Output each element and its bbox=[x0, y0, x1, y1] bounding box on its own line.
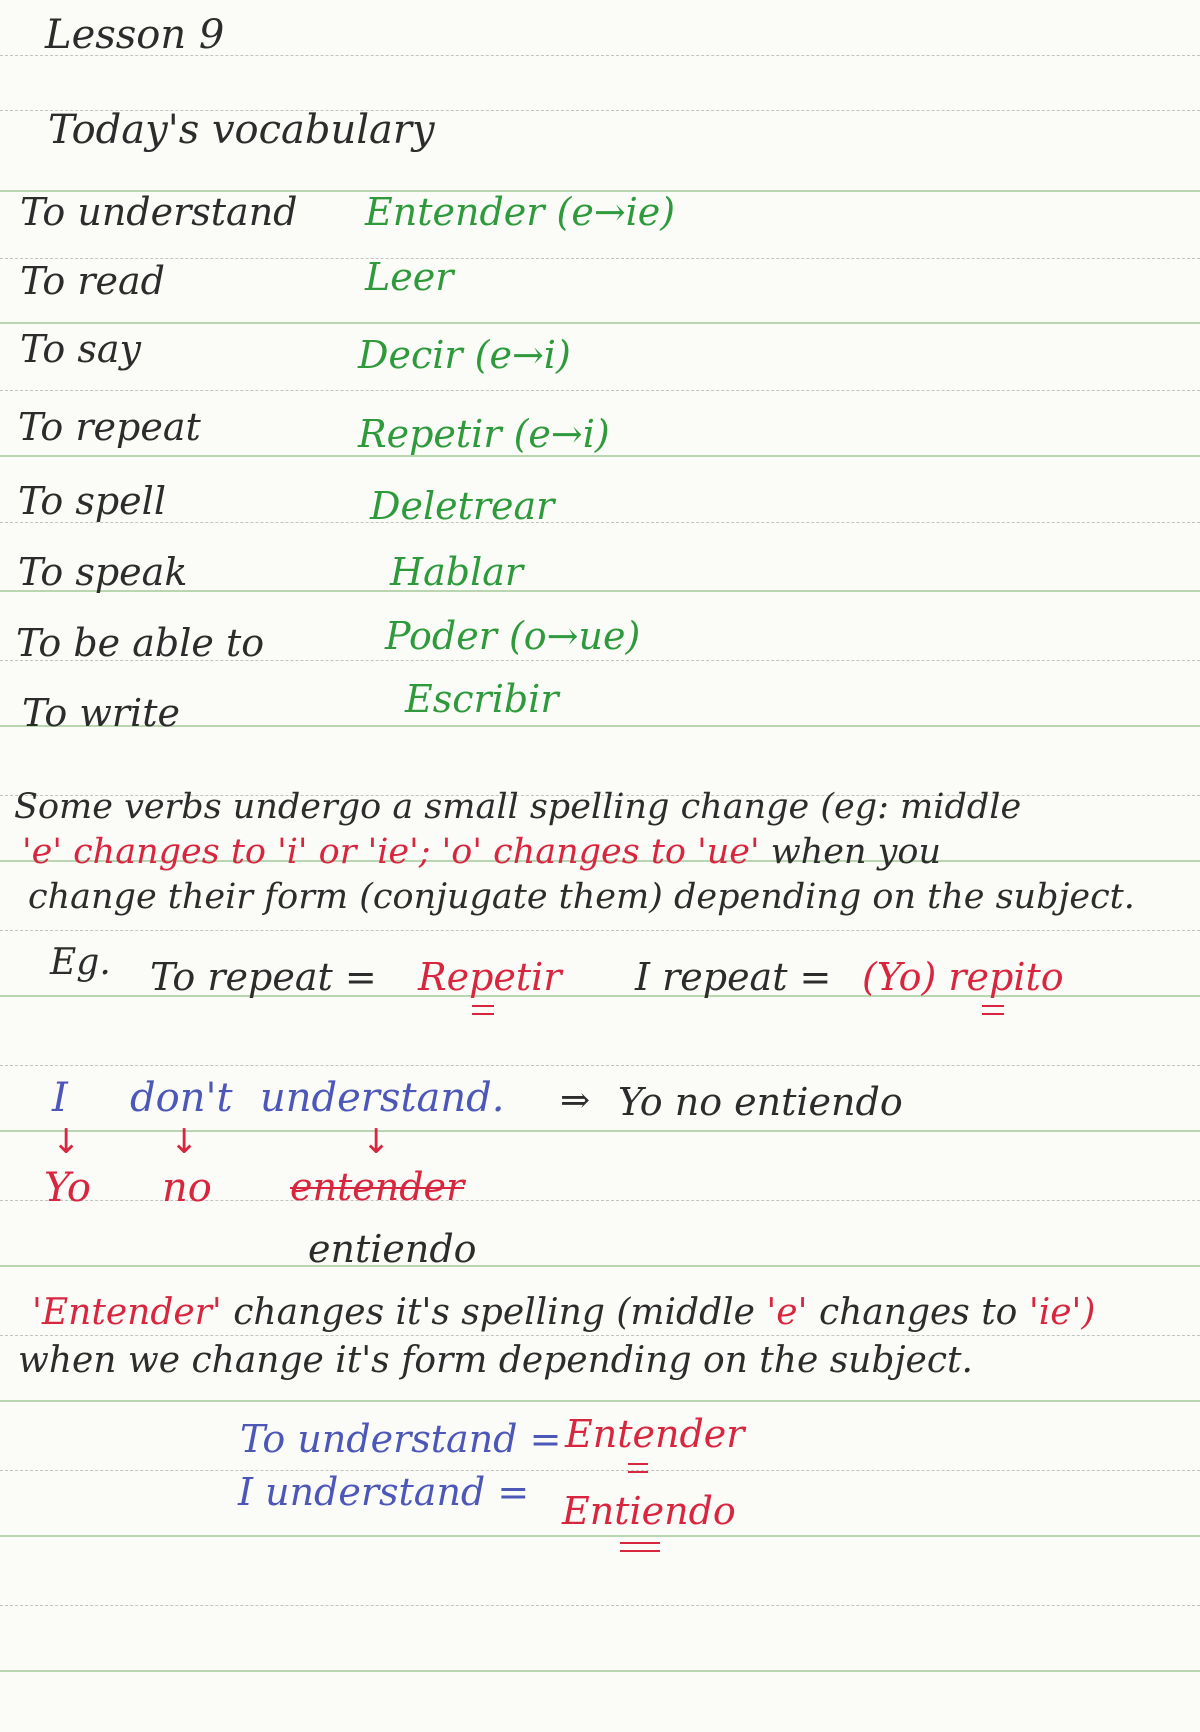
summary-english: To understand = bbox=[240, 1417, 562, 1461]
result-arrow-icon: ⇒ bbox=[560, 1080, 591, 1121]
rule-line-1: Some verbs undergo a small spelling change (eg: middle bbox=[14, 787, 1022, 827]
summary-spanish: Entiendo bbox=[562, 1489, 736, 1533]
sentence-word-dont: don't bbox=[130, 1075, 233, 1121]
sentence-word-i: I bbox=[52, 1075, 68, 1121]
sentence-word-understand: understand. bbox=[260, 1075, 505, 1121]
dashed-rule bbox=[0, 930, 1200, 931]
vocab-english: To say bbox=[20, 327, 141, 371]
vocab-heading: Today's vocabulary bbox=[48, 107, 435, 153]
dashed-rule bbox=[0, 522, 1200, 523]
dashed-rule bbox=[0, 1065, 1200, 1066]
explanation-line-1 bbox=[32, 1292, 1096, 1333]
vocab-spanish: Hablar bbox=[390, 550, 524, 594]
rule-line-2 bbox=[22, 832, 942, 872]
dashed-rule bbox=[0, 258, 1200, 259]
vocab-english: To understand bbox=[20, 190, 298, 234]
vocab-spanish: Poder (o→ue) bbox=[385, 614, 641, 658]
ruled-line bbox=[0, 1535, 1200, 1537]
conjugated-form: entiendo bbox=[308, 1227, 477, 1271]
translated-sentence: Yo no entiendo bbox=[618, 1080, 903, 1124]
dashed-rule bbox=[0, 1605, 1200, 1606]
double-underline bbox=[628, 1463, 648, 1473]
dashed-rule bbox=[0, 1335, 1200, 1336]
down-arrow-icon: ↓ bbox=[170, 1122, 199, 1162]
example-left-spanish: Repetir bbox=[418, 955, 562, 999]
dashed-rule bbox=[0, 1470, 1200, 1471]
vocab-spanish: Escribir bbox=[405, 677, 559, 721]
vocab-spanish: Repetir (e→i) bbox=[358, 412, 610, 456]
sentence-word-yo: Yo bbox=[44, 1165, 92, 1211]
explanation-text: changes to bbox=[818, 1292, 1018, 1333]
double-underline bbox=[982, 1005, 1004, 1015]
ruled-line bbox=[0, 725, 1200, 727]
explanation-text: changes it's spelling (middle bbox=[233, 1292, 755, 1333]
letter-e: 'e' bbox=[766, 1292, 808, 1333]
vocab-english: To read bbox=[20, 259, 165, 303]
summary-spanish: Entender bbox=[565, 1412, 745, 1456]
sentence-word-no: no bbox=[162, 1165, 212, 1211]
vocab-english: To spell bbox=[18, 479, 166, 523]
ruled-line bbox=[0, 1670, 1200, 1672]
rule-line-3: change their form (conjugate them) depending on the subject. bbox=[28, 877, 1135, 917]
double-underline bbox=[472, 1005, 494, 1015]
ruled-line bbox=[0, 1265, 1200, 1267]
vocab-spanish: Decir (e→i) bbox=[358, 333, 571, 377]
example-left-english: To repeat = bbox=[150, 955, 377, 999]
vocab-spanish: Leer bbox=[365, 255, 454, 299]
vocab-spanish: Entender (e→ie) bbox=[365, 190, 676, 234]
crossed-out-infinitive: entender bbox=[290, 1165, 465, 1209]
vocab-english: To speak bbox=[18, 550, 188, 594]
explanation-line-2: when we change it's form depending on the subject. bbox=[18, 1340, 973, 1381]
double-underline bbox=[620, 1542, 660, 1552]
example-right-spanish: (Yo) repito bbox=[862, 955, 1064, 999]
verb-name: 'Entender' bbox=[32, 1292, 222, 1333]
summary-english: I understand = bbox=[238, 1470, 530, 1514]
letters-ie: 'ie') bbox=[1028, 1292, 1096, 1333]
spelling-change-note: 'e' changes to 'i' or 'ie'; 'o' changes to 'ue' bbox=[22, 832, 760, 872]
vocab-spanish: Deletrear bbox=[370, 484, 555, 528]
example-label: Eg. bbox=[50, 942, 111, 983]
dashed-rule bbox=[0, 390, 1200, 391]
example-right-english: I repeat = bbox=[635, 955, 832, 999]
vocab-english: To repeat bbox=[18, 405, 201, 449]
vocab-english: To write bbox=[22, 691, 180, 735]
ruled-line bbox=[0, 1400, 1200, 1402]
lesson-title: Lesson 9 bbox=[45, 12, 225, 58]
down-arrow-icon: ↓ bbox=[362, 1122, 391, 1162]
vocab-english: To be able to bbox=[16, 621, 265, 665]
down-arrow-icon: ↓ bbox=[52, 1122, 81, 1162]
rule-line-2-text: when you bbox=[770, 832, 942, 872]
ruled-line bbox=[0, 322, 1200, 324]
